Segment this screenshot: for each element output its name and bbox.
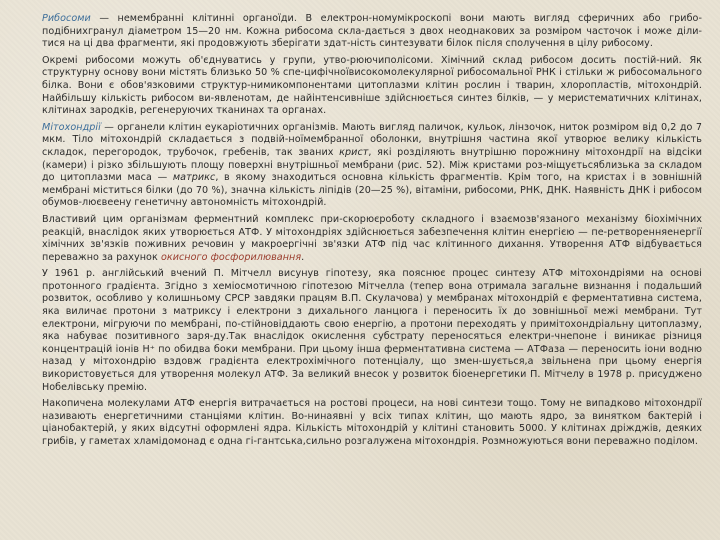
- term-matrix: матрикс: [172, 172, 216, 184]
- document-page: [42, 13, 702, 528]
- paragraph-mitochondria: [42, 122, 702, 210]
- paragraph-text: , які розділяють внутрішню порожнину мітохондрії на відсіки (камери) і різко збільшують площу поверхні внутрішньої мембрани (рис. 52). Між кристами роз-міщуєтьсяблизька за складом до цитоплазми маса —: [42, 146, 702, 184]
- paragraph-text: Властивий цим організмам ферментний комплекс при-скорюєроботу складного і взаємозв'язаного механізму біохімічних реакцій, внаслідок яких утворюється АТФ. У мітохондріях здійснюється забезпечення клітин енергією — пе-ретворенняенергії хімічних зв'язків поживних речовин у макроергічні зв'язки АТФ під час клітинного дихання. Утворення АТФ відбувається переважно за рахунок: [42, 213, 702, 263]
- paragraph-polysomes: [42, 55, 702, 118]
- term-mitochondria: Мітохондрії: [42, 121, 101, 133]
- paragraph-text: , в якому знаходиться основна кількість фрагментів. Крім того, на кристах і в зовнішній мембрані міститься білки (до 70 %), значна кількість ліпідів (20—25 %), вітаміни, рибосоми, РНК, ДНК. Наявність ДНК і рибосом обумов-люєвеену генетичну автономність мітохондрій.: [42, 172, 702, 209]
- paragraph-text: .: [301, 251, 305, 263]
- paragraph-enzyme-complex: [42, 214, 702, 264]
- paragraph-text: — органели клітин еукаріотичних організмів. Мають вигляд паличок, кульок, лінзочок, ниток розміром від 0,2 до 7 мкм. Тіло мітохондрій складається з подвій-ноїмембранної оболонки, внутрішня частина якої утворює велику кількість складок, перегородок, трубочок, гребенів, так званих: [42, 121, 702, 158]
- term-ribosomes: Рибосоми: [42, 13, 91, 24]
- paragraph-text: У 1961 р. англійський вчений П. Мітчелл висунув гіпотезу, яка пояснює процес синтезу АТФ мітохондріями на основі протонного градієнта. Згідно з хеміосмотичною гіпотезою Мітчелла (тепер вона отримала загальне визнання і подальший розвиток, особливо у колишньому СРСР завдяки працям В.П. Скулачова) у мембранах мітохондрій є ферментативна система, яка виличає протони з матриксу і електрони з дихального ланцюга і переносить їх до зовнішньої межі мембрани. Тут електрони, мігруючи по мембрані, по-стійновіддають свою енергію, а протони переходять у примітохондріальну цитоплазму, яка набуває позитивного заря-ду.Так внаслідок окислення субстрату переносяться електри-чнепоне і виникає різниця концентрацій іонів Н⁺ по обидва боки мембрани. При цьому інша ферментативна система — АТФаза — переносить іони водню назад у мітохондрію вздовж градієнта електрохімічного потенціалу, що змен-шується,а звільнена при цьому енергія використовується для утворення молекул АТФ. За великий внесок у розвиток біоенергетики П. Мітчелу в 1978 р. присуджено Нобелівську премію.: [42, 268, 702, 393]
- paragraph-text: Накопичена молекулами АТФ енергія витрачається на ростові процеси, на нові синтези тощо. Тому не випадково мітохондрії називають енергетичними станціями клітин. Во-нинаявні у всіх типах клітин, що мають ядро, за винятком бактерій і ціанобактерій, у яких відсутні оформлені ядра. Кількість мітохондрій у клітині становить 5000. У клітинах дріжджів, деяких грибів, у гаметах хламідомонад є одна гі-гантська,сильно розгалужена мітохондрія. Розмножуються вони переважно поділом.: [42, 398, 702, 447]
- paragraph-mitchell-hypothesis: [42, 268, 702, 394]
- paragraph-text: — немембранні клітинні органоїди. В електрон-номумікроскопі вони мають вигляд сферичних або грибо-подібнихгранул діаметром 15—20 нм. Кожна рибосома скла-дається з двох неоднакових за розміром часточок і може діли-тися на ці два фрагменти, які продовжують зберігати здат-ність синтезувати білок після сполучення в цілу рибосому.: [42, 13, 702, 50]
- paragraph-atp-energy: [42, 398, 702, 448]
- term-oxidative-phosphorylation: окисного фосфорилювання: [160, 251, 302, 263]
- paragraph-ribosomes: [42, 13, 702, 51]
- term-cristae: крист: [339, 146, 369, 158]
- paragraph-text: Окремі рибосоми можуть об'єднуватись у групи, утво-рюючиполісоми. Хімічний склад рибосом досить постій-ний. Як структурну основу вони містять близько 50 % спе-цифічноївисокомолекулярної рибосомальної РНК і стільки ж рибосомального білка. Вони є обов'язковими структур-нимикомпонентами цитоплазми клітин рослин і тварин, хлоропластів, мітохондрій. Найбільшу кількість рибосом ви-явленотам, де найінтенсивніше здійснюється синтез білків, — у меристематичних клітинах, клітинах зародків, регенеруючих тканинах та органах.: [42, 54, 702, 117]
